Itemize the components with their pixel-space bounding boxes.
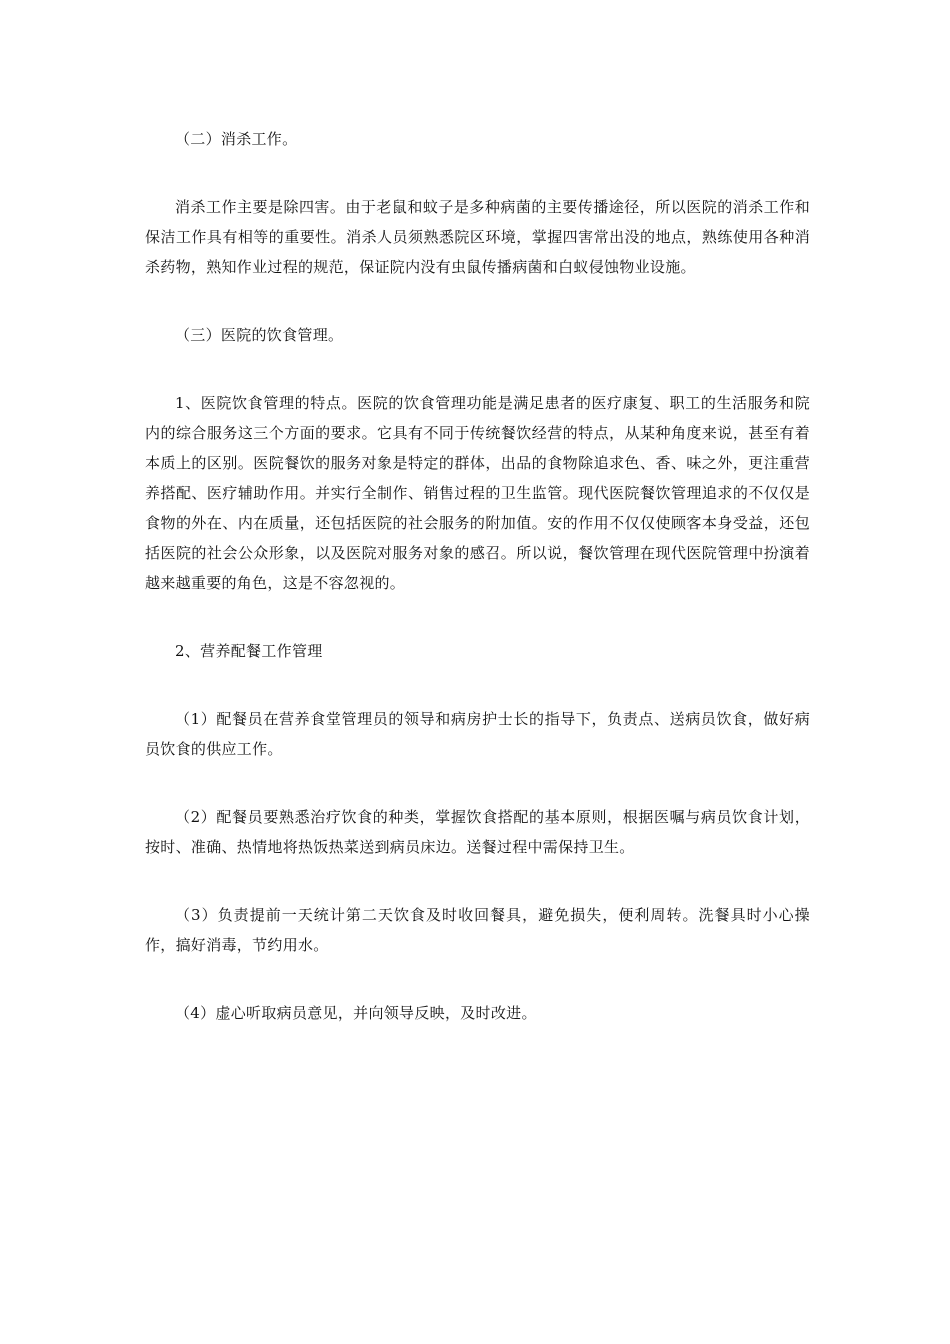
paragraph-item-3: （3）负责提前一天统计第二天饮食及时收回餐具，避免损失，便利周转。洗餐具时小心操作，搞好消毒，节约用水。 (145, 906, 810, 954)
paragraph-item-2: （2）配餐员要熟悉治疗饮食的种类，掌握饮食搭配的基本原则，根据医嘱与病员饮食计划，按时、准确、热情地将热饭热菜送到病员床边。送餐过程中需保持卫生。 (145, 808, 810, 856)
section-heading-disinfection: （二）消杀工作。 (175, 130, 298, 148)
section-heading-nutrition-catering: 2、营养配餐工作管理 (175, 642, 323, 660)
section-heading-diet-management: （三）医院的饮食管理。 (175, 326, 344, 344)
paragraph-disinfection: 消杀工作主要是除四害。由于老鼠和蚊子是多种病菌的主要传播途径，所以医院的消杀工作和保洁工作具有相等的重要性。消杀人员须熟悉院区环境，掌握四害常出没的地点，熟练使用各种消杀药物，熟知作业过程的规范，保证院内没有虫鼠传播病菌和白蚁侵蚀物业设施。 (145, 198, 810, 276)
paragraph-diet-features: 1、医院饮食管理的特点。医院的饮食管理功能是满足患者的医疗康复、职工的生活服务和院内的综合服务这三个方面的要求。它具有不同于传统餐饮经营的特点，从某种角度来说，甚至有着本质上的区别。医院餐饮的服务对象是特定的群体，出品的食物除追求色、香、味之外，更注重营养搭配、医疗辅助作用。并实行全制作、销售过程的卫生监管。现代医院餐饮管理追求的不仅仅是食物的外在、内在质量，还包括医院的社会服务的附加值。安的作用不仅仅使顾客本身受益，还包括医院的社会公众形象，以及医院对服务对象的感召。所以说，餐饮管理在现代医院管理中扮演着越来越重要的角色，这是不容忽视的。 (145, 394, 810, 592)
paragraph-item-4: （4）虚心听取病员意见，并向领导反映，及时改进。 (175, 1004, 537, 1022)
paragraph-item-1: （1）配餐员在营养食堂管理员的领导和病房护士长的指导下，负责点、送病员饮食，做好病员饮食的供应工作。 (145, 710, 810, 758)
document-body (145, 124, 810, 1028)
